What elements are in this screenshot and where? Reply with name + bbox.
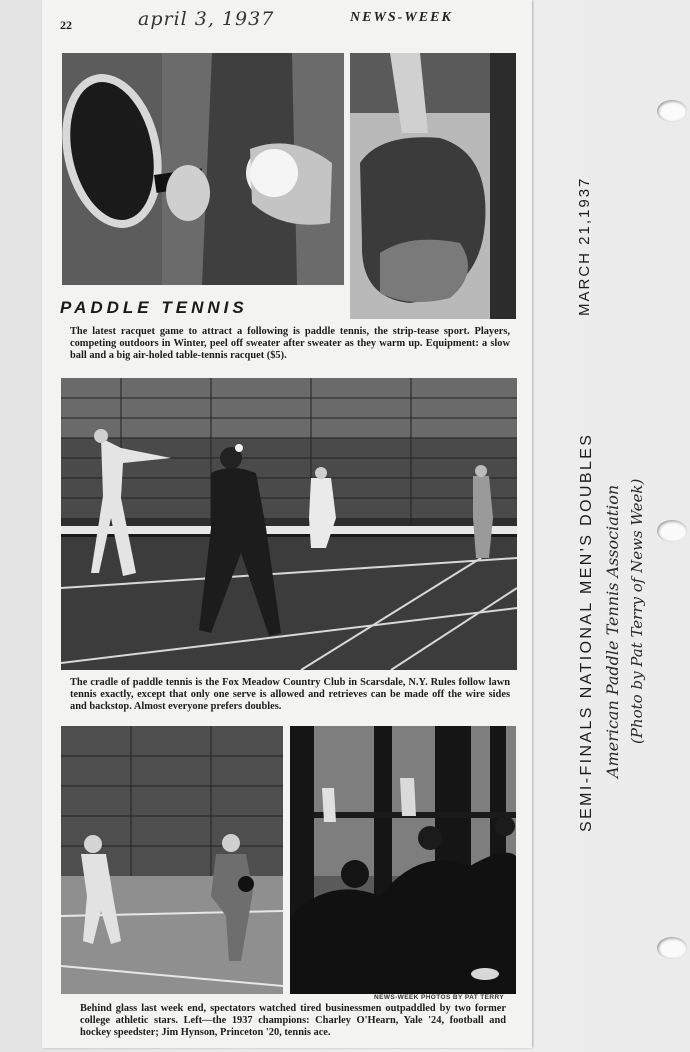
event-date-annotation: MARCH 21,1937 (576, 176, 593, 316)
bottom-caption: Behind glass last week end, spectators watched tired businessmen outpaddled by two former college athletic stars. Left—the 1937 champions: Charley O'Hearn, Yale '24, football and hockey speedster; Jim Hynson, Princeton '20, tennis ace. (80, 1003, 506, 1038)
binder-hole-middle (657, 520, 687, 542)
photo-court-doubles (61, 378, 517, 670)
photo-note-annotation: (Photo by Pat Terry of News Week) (628, 478, 646, 744)
association-annotation: American Paddle Tennis Association (603, 484, 622, 778)
photo-racquet-and-ball (62, 53, 344, 285)
magazine-masthead: NEWS-WEEK (350, 10, 453, 25)
photo-sweater-pile (350, 53, 516, 319)
binder-hole-top (657, 100, 687, 122)
page-number: 22 (60, 18, 72, 32)
intro-caption: The latest racquet game to attract a following is paddle tennis, the strip-tease sport. Players, competing outdoors in Winter, peel off sweater after sweater as they warm up. Equipment: a slow ball and a big air-holed table-tennis racquet ($5). (70, 326, 510, 361)
handwritten-date: april 3, 1937 (138, 8, 275, 30)
article-heading: PADDLE TENNIS (60, 298, 248, 317)
binder-hole-bottom (657, 937, 687, 959)
photo-credit: NEWS-WEEK PHOTOS BY PAT TERRY (374, 994, 505, 1001)
photo-champions (61, 726, 283, 994)
event-title-annotation: SEMI-FINALS NATIONAL MEN'S DOUBLES (578, 432, 595, 832)
photo-spectators-behind-glass (290, 726, 516, 994)
middle-caption: The cradle of paddle tennis is the Fox Meadow Country Club in Scarsdale, N.Y. Rules follow lawn tennis exactly, except that only one serve is allowed and retrieves can be made off the wire sides and backstop. Almost everyone prefers doubles. (70, 677, 510, 712)
